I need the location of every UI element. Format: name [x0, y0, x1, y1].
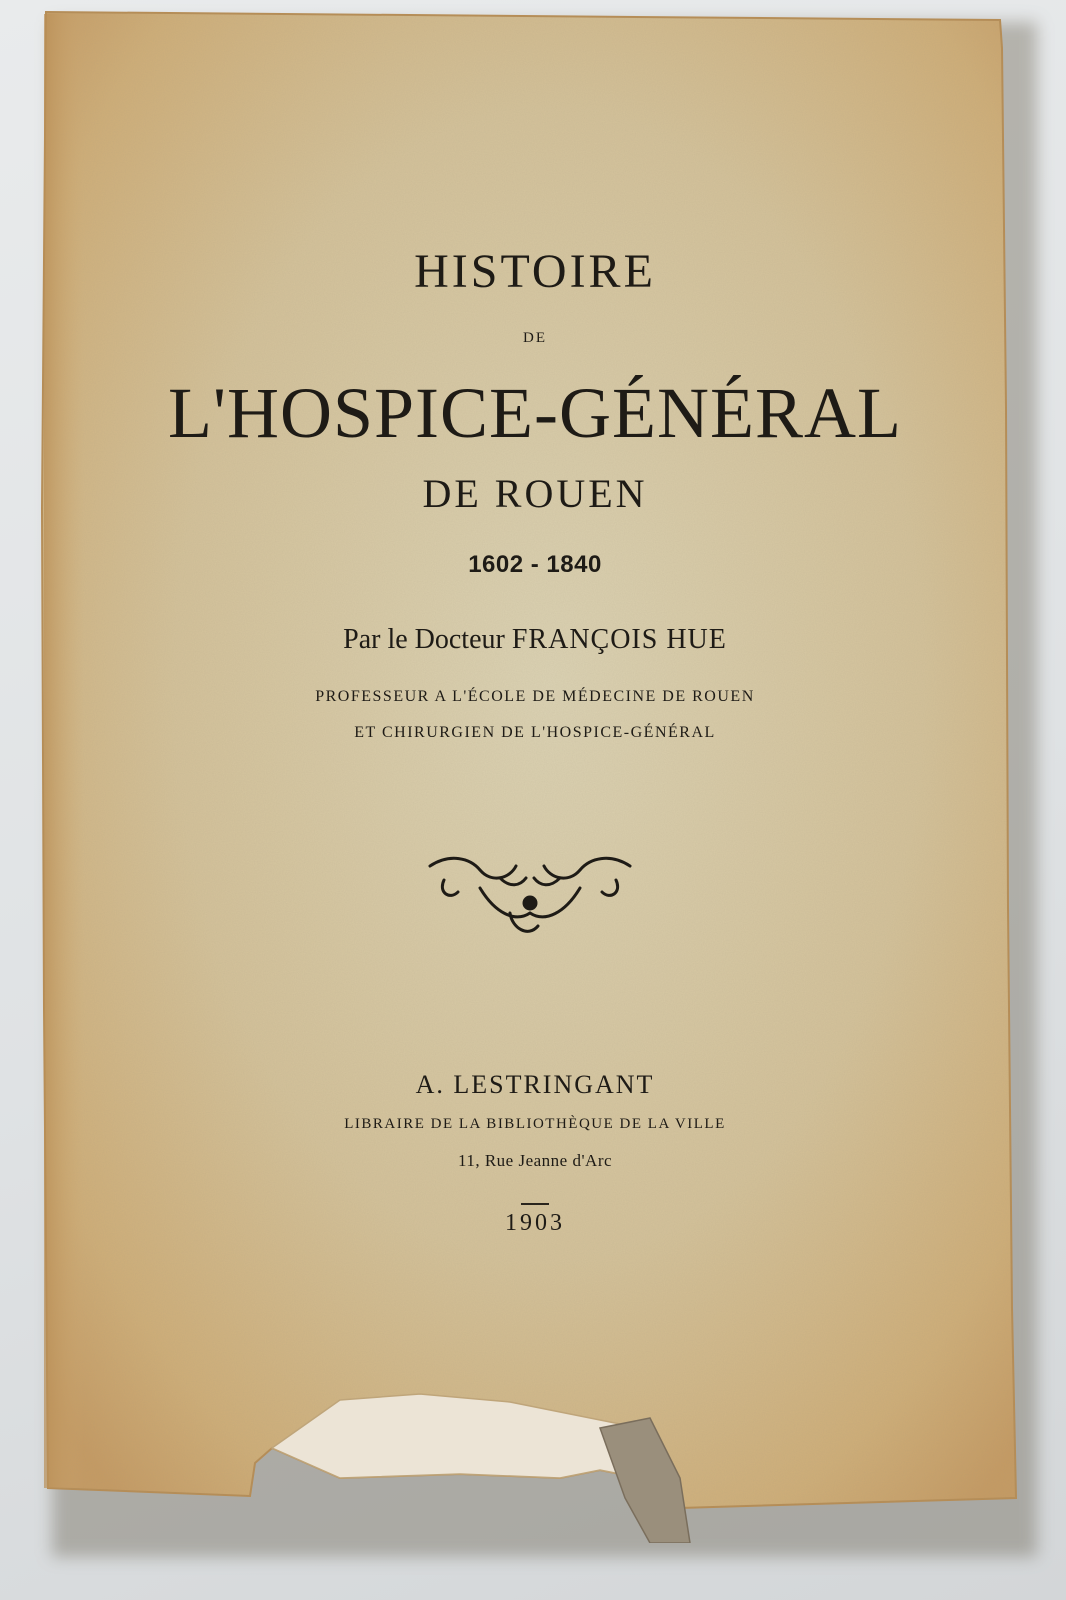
author-title-line1: PROFESSEUR A L'ÉCOLE DE MÉDECINE DE ROUEN — [315, 688, 755, 705]
cover-paper — [40, 8, 1030, 1543]
publication-year: 1903 — [505, 1210, 565, 1236]
publisher-address: 11, Rue Jeanne d'Arc — [457, 1151, 613, 1170]
author-prefix: Par le Docteur — [343, 624, 505, 655]
publisher-name: A. LESTRINGANT — [415, 1070, 655, 1099]
author-line — [40, 624, 1030, 656]
date-range: 1602 - 1840 — [468, 551, 602, 578]
year-rule — [40, 1192, 1030, 1210]
title-place: DE ROUEN — [422, 471, 648, 516]
title-line-histoire: HISTOIRE — [414, 245, 656, 298]
book-cover — [40, 8, 1030, 1543]
publisher-description: LIBRAIRE DE LA BIBLIOTHÈQUE DE LA VILLE — [344, 1116, 726, 1132]
title-main: L'HOSPICE-GÉNÉRAL — [168, 373, 902, 453]
author-name: FRANÇOIS HUE — [511, 624, 727, 655]
author-title-line2: ET CHIRURGIEN DE L'HOSPICE-GÉNÉRAL — [354, 724, 716, 741]
title-connector: DE — [523, 330, 547, 346]
